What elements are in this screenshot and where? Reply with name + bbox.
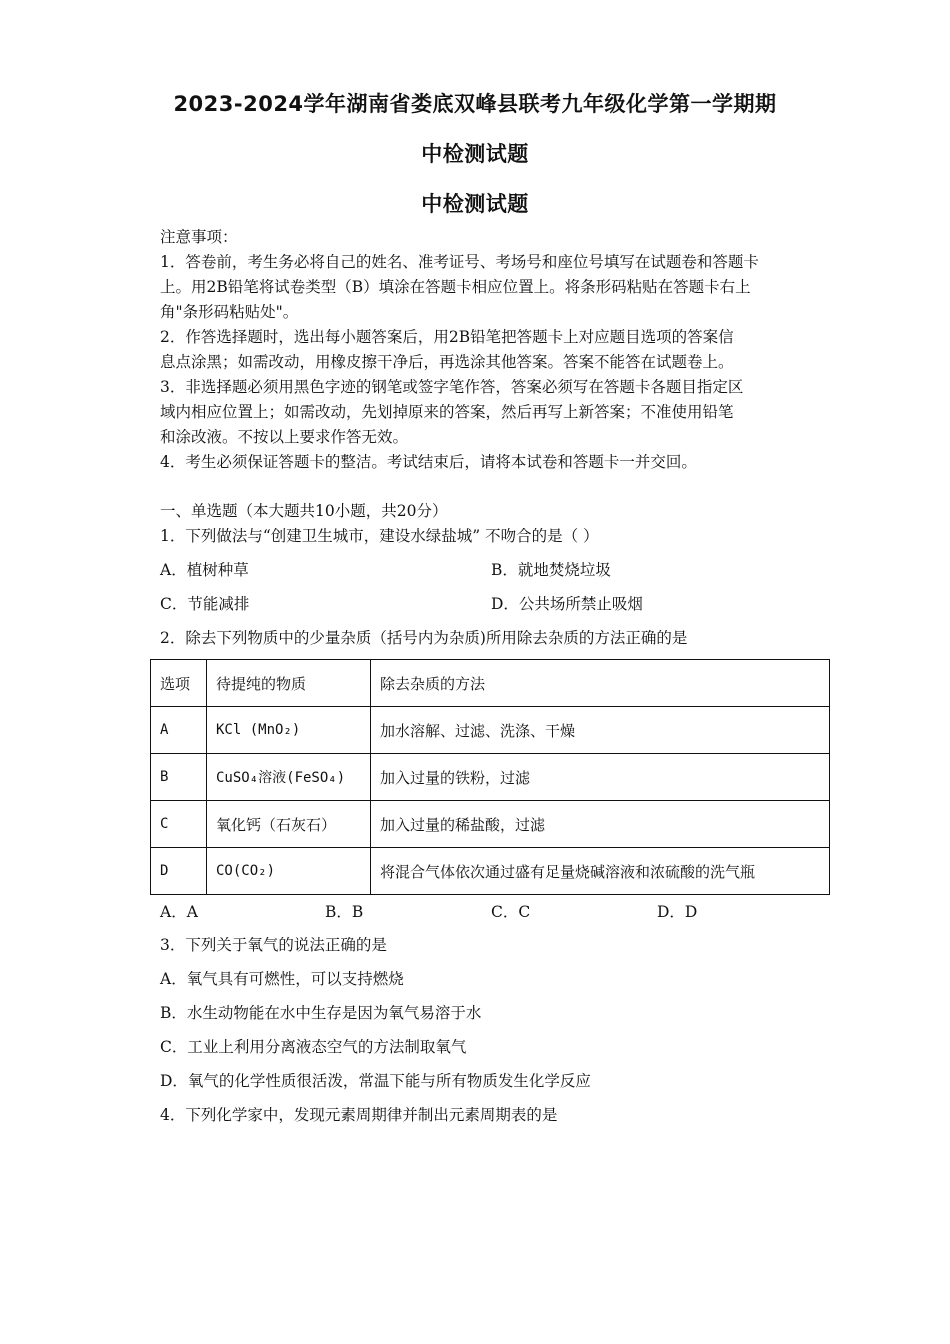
table-cell: 加入过量的铁粉，过滤 [371,754,830,801]
notice-line: 和涂改液。不按以上要求作答无效。 [160,428,409,446]
section-heading: 一、单选题（本大题共10小题，共20分） [160,502,448,520]
notice-line: 息点涂黑；如需改动，用橡皮擦干净后，再选涂其他答案。答案不能答在试题卷上。 [160,353,734,371]
notice-line: 3．非选择题必须用黑色字迹的钢笔或签字笔作答，答案必须写在答题卡各题目指定区 [160,378,744,396]
table-header-cell: 选项 [151,660,207,707]
table-header-cell: 除去杂质的方法 [371,660,830,707]
notice-line: 域内相应位置上；如需改动，先划掉原来的答案，然后再写上新答案；不准使用铅笔 [160,403,734,421]
exam-title-line1: 2023-2024学年湖南省娄底双峰县联考九年级化学第一学期期 [173,92,777,116]
notice-line: 上。用2B铅笔将试卷类型（B）填涂在答题卡相应位置上。将条形码粘贴在答题卡右上 [160,278,751,296]
table-cell: A [151,707,207,754]
question-2-option-c[interactable]: C．C [491,903,531,921]
notice-line: 4．考生必须保证答题卡的整洁。考试结束后，请将本试卷和答题卡一并交回。 [160,453,697,471]
question-1-stem: 1．下列做法与“创建卫生城市，建设水绿盐城” 不吻合的是（ ） [160,527,599,545]
question-1-option-d[interactable]: D．公共场所禁止吸烟 [491,595,643,613]
table-cell: 氧化钙（石灰石） [207,801,371,848]
table-row [151,707,830,754]
table-cell: D [151,848,207,895]
exam-title-line2: 中检测试题 [421,142,529,166]
table-cell: B [151,754,207,801]
notice-line: 角"条形码粘贴处"。 [160,303,299,321]
question-2-option-d[interactable]: D．D [657,903,698,921]
question-3-stem: 3．下列关于氧气的说法正确的是 [160,936,387,954]
notice-heading: 注意事项： [160,228,238,246]
question-1-option-a[interactable]: A．植树种草 [160,561,249,579]
table-cell: CuSO₄溶液(FeSO₄) [207,754,371,801]
exam-title-line3: 中检测试题 [421,192,529,216]
table-cell: CO(CO₂) [207,848,371,895]
table-header-cell: 待提纯的物质 [207,660,371,707]
notice-line: 1．答卷前，考生务必将自己的姓名、准考证号、考场号和座位号填写在试题卷和答题卡 [160,253,759,271]
question-3-option-b[interactable]: B．水生动物能在水中生存是因为氧气易溶于水 [160,1004,482,1022]
question-3-option-c[interactable]: C．工业上利用分离液态空气的方法制取氧气 [160,1038,467,1056]
question-4-stem: 4．下列化学家中，发现元素周期律并制出元素周期表的是 [160,1106,558,1124]
table-cell: C [151,801,207,848]
table-cell: 加水溶解、过滤、洗涤、干燥 [371,707,830,754]
question-2-table [150,659,830,895]
question-2-stem: 2．除去下列物质中的少量杂质（括号内为杂质)所用除去杂质的方法正确的是 [160,629,688,647]
table-row [151,754,830,801]
table-cell: KCl (MnO₂) [207,707,371,754]
table-row [151,848,830,895]
question-3-option-d[interactable]: D．氧气的化学性质很活泼，常温下能与所有物质发生化学反应 [160,1072,591,1090]
table-cell: 加入过量的稀盐酸，过滤 [371,801,830,848]
notice-line: 2．作答选择题时，选出每小题答案后，用2B铅笔把答题卡上对应题目选项的答案信 [160,328,734,346]
question-2-option-a[interactable]: A．A [160,903,198,921]
question-1-option-c[interactable]: C．节能减排 [160,595,250,613]
question-1-option-b[interactable]: B．就地焚烧垃圾 [491,561,611,579]
question-2-option-b[interactable]: B．B [325,903,364,921]
table-cell: 将混合气体依次通过盛有足量烧碱溶液和浓硫酸的洗气瓶 [371,848,830,895]
table-header-row [151,660,830,707]
table-row [151,801,830,848]
question-3-option-a[interactable]: A．氧气具有可燃性，可以支持燃烧 [160,970,404,988]
